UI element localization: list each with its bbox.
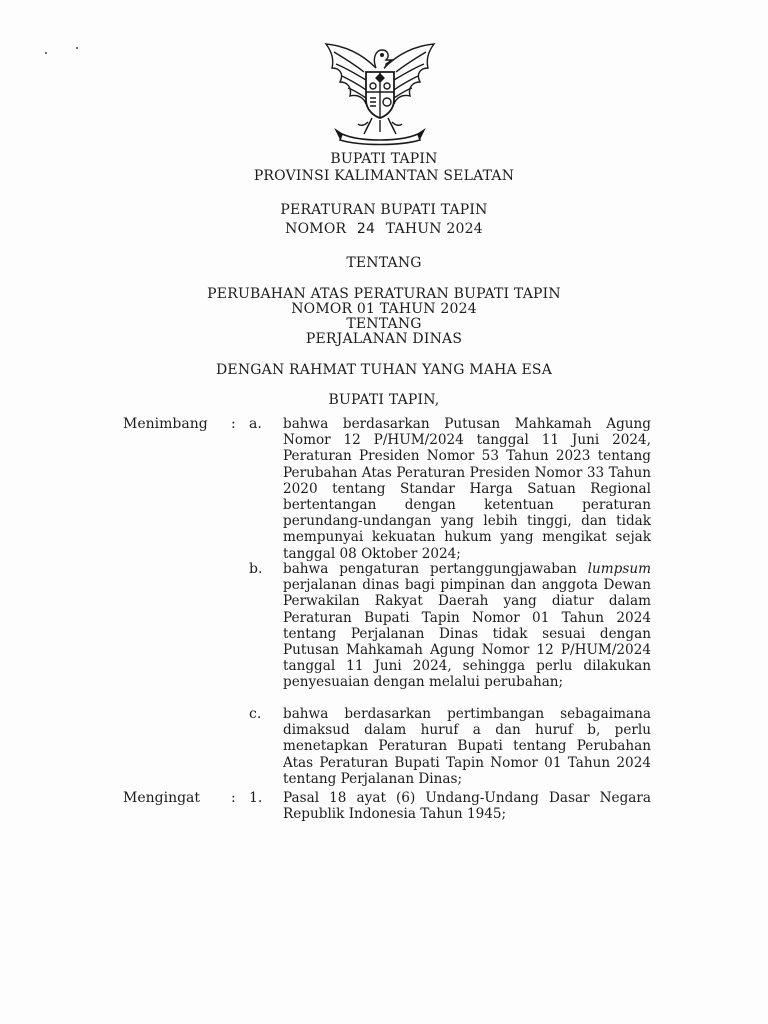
- mengingat-item-1: Pasal 18 ayat (6) Undang-Undang Dasar Negara Republik Indonesia Tahun 1945;: [283, 790, 651, 823]
- regulation-number-prefix: NOMOR: [285, 221, 347, 237]
- menimbang-item-a: bahwa berdasarkan Putusan Mahkamah Agung Nomor 12 P/HUM/2024 tanggal 11 Juni 2024, Peraturan Presiden Nomor 53 Tahun 2023 tentang Perubahan Atas Peraturan Presiden Nomor 33 Tahun 2020 tentang Standar Harga Satuan Regional bertentangan dengan ketentuan peraturan perundang-undangan yang lebih tinggi, dan tidak mempunyai kekuatan hukum yang mengikat sejak tanggal 08 Oktober 2024;: [283, 416, 651, 562]
- regulation-number: [0, 221, 768, 237]
- garuda-emblem-icon: [320, 38, 440, 146]
- menimbang-label: Menimbang: [123, 416, 208, 432]
- menimbang-item-b: [283, 561, 651, 691]
- preamble-authority: BUPATI TAPIN,: [328, 392, 440, 408]
- header-title-line2: PROVINSI KALIMANTAN SELATAN: [253, 168, 515, 184]
- regulation-number-handwritten: 24: [356, 221, 376, 237]
- menimbang-marker-c: c.: [249, 706, 262, 722]
- menimbang-item-b-text1: bahwa pengaturan pertanggungjawaban: [283, 561, 588, 577]
- menimbang-marker-b: b.: [249, 561, 263, 577]
- menimbang-marker-a: a.: [249, 416, 262, 432]
- scan-speck: [76, 47, 78, 49]
- regulation-name: PERATURAN BUPATI TAPIN: [280, 202, 488, 218]
- mengingat-colon: :: [231, 790, 236, 806]
- menimbang-item-c: bahwa berdasarkan pertimbangan sebagaimana dimaksud dalam huruf a dan huruf b, perlu menetapkan Peraturan Bupati tentang Perubahan Atas Peraturan Bupati Tapin Nomor 01 Tahun 2024 tentang Perjalanan Dinas;: [283, 706, 651, 787]
- mengingat-label: Mengingat: [123, 790, 201, 806]
- subject-line1: PERUBAHAN ATAS PERATURAN BUPATI TAPIN: [207, 286, 561, 302]
- subject-line3: TENTANG: [346, 316, 422, 332]
- menimbang-item-b-text2: perjalanan dinas bagi pimpinan dan anggota Dewan Perwakilan Rakyat Daerah yang diatur dalam Peraturan Bupati Tapin Nomor 01 Tahun 2024 tentang Perjalanan Dinas tidak sesuai dengan Putusan Mahkamah Agung Nomor 12 P/HUM/2024 tanggal 11 Juni 2024, sehingga perlu dilakukan penyesuaian dengan melalui perubahan;: [283, 577, 651, 691]
- menimbang-item-b-italic: lumpsum: [587, 561, 651, 577]
- regulation-number-suffix: TAHUN 2024: [385, 221, 483, 237]
- regulation-about: TENTANG: [346, 255, 422, 271]
- preamble-grace: DENGAN RAHMAT TUHAN YANG MAHA ESA: [215, 362, 553, 378]
- subject-line4: PERJALANAN DINAS: [305, 331, 463, 347]
- subject-line2: NOMOR 01 TAHUN 2024: [291, 301, 477, 317]
- header-title-line1: BUPATI TAPIN: [330, 151, 438, 167]
- mengingat-marker-1: 1.: [249, 790, 263, 806]
- scan-speck: [45, 52, 47, 54]
- menimbang-colon: :: [231, 416, 236, 432]
